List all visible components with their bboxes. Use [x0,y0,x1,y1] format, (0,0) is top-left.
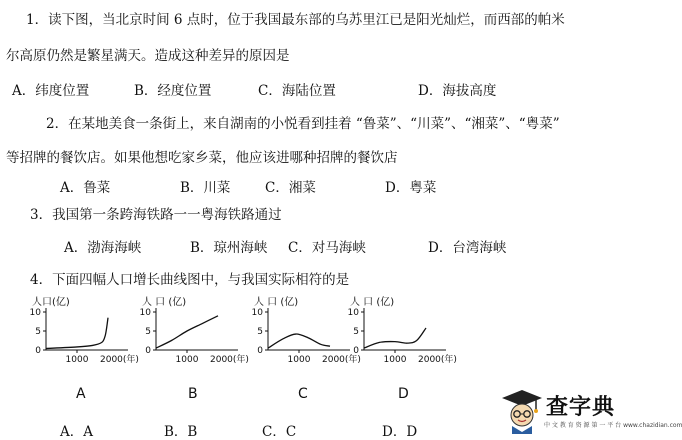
graduate-mascot-icon [500,388,544,434]
q3-stem: 3．我国第一条跨海铁路一一粤海铁路通过 [30,207,282,223]
logo-subtitle: 中 文 教 育 资 源 第 一 平 台 www.chazidian.com [544,422,682,429]
q3-option-a: A．渤海海峡 [64,240,142,256]
q2-option-c: C．湘菜 [265,180,316,196]
q4-option-a: A．A [60,424,93,440]
x-tick-label: 2000(年) [210,355,249,365]
x-tick-label: 2000(年) [100,355,139,365]
q2-stem-line2: 等招牌的餐饮店。如果他想吃家乡菜，他应该进哪种招牌的餐饮店 [6,150,398,166]
population-curve [156,316,218,348]
y-tick-label: 5 [145,327,151,337]
chart-caption-b: B [188,386,198,402]
q1-option-a: A．纬度位置 [12,83,90,99]
chart-caption-c: C [298,386,308,402]
population-curve [364,328,426,348]
y-tick-label: 10 [251,308,263,318]
q3-option-c: C．对马海峡 [288,240,366,256]
y-axis-label: 人 口 (亿) [142,297,187,308]
chart-caption-d: D [398,386,409,402]
x-tick-label: 2000(年) [322,355,361,365]
logo-title: 查字典 [546,395,616,420]
y-tick-label: 0 [257,346,263,356]
x-tick-label: 1000 [383,355,407,365]
y-tick-label: 10 [29,308,41,318]
chazidian-logo [500,388,682,436]
y-tick-label: 5 [353,327,359,337]
q1-option-b: B．经度位置 [134,83,212,99]
y-tick-label: 0 [35,346,41,356]
y-tick-label: 5 [257,327,263,337]
q1-stem-line2: 尔高原仍然是繁星满天。造成这种差异的原因是 [6,48,290,64]
q2-stem-line1: 2．在某地美食一条街上，来自湖南的小悦看到挂着 “鲁菜”、“川菜”、“湘菜”、“粤菜” [46,116,560,132]
x-tick-label: 1000 [175,355,199,365]
q4-option-b: B．B [164,424,198,440]
population-curve [268,334,330,348]
q1-stem-line1: 1．读下图，当北京时间 6 点时，位于我国最东部的乌苏里江已是阳光灿烂，而西部的帕米 [26,12,565,28]
y-axis-label: 人口(亿) [32,297,70,308]
y-axis-label: 人 口 (亿) [254,297,299,308]
y-tick-label: 10 [347,308,359,318]
x-tick-label: 1000 [287,355,311,365]
q2-option-a: A．鲁菜 [60,180,111,196]
population-curve [46,318,108,349]
q2-option-b: B．川菜 [180,180,231,196]
y-tick-label: 0 [145,346,151,356]
chart-caption-a: A [76,386,86,402]
q4-option-d: D．D [382,424,418,440]
population-chart-d [340,296,490,368]
x-tick-label: 2000(年) [418,355,457,365]
q3-option-b: B．琼州海峡 [190,240,268,256]
y-tick-label: 0 [353,346,359,356]
q3-option-d: D．台湾海峡 [428,240,507,256]
q1-option-c: C．海陆位置 [258,83,336,99]
q2-option-d: D．粤菜 [385,180,437,196]
q1-option-d: D．海拔高度 [418,83,497,99]
x-tick-label: 1000 [65,355,89,365]
y-tick-label: 10 [139,308,151,318]
q4-stem: 4．下面四幅人口增长曲线图中，与我国实际相符的是 [30,272,350,288]
q4-option-c: C．C [262,424,297,440]
y-axis-label: 人 口 (亿) [350,297,395,308]
y-tick-label: 5 [35,327,41,337]
